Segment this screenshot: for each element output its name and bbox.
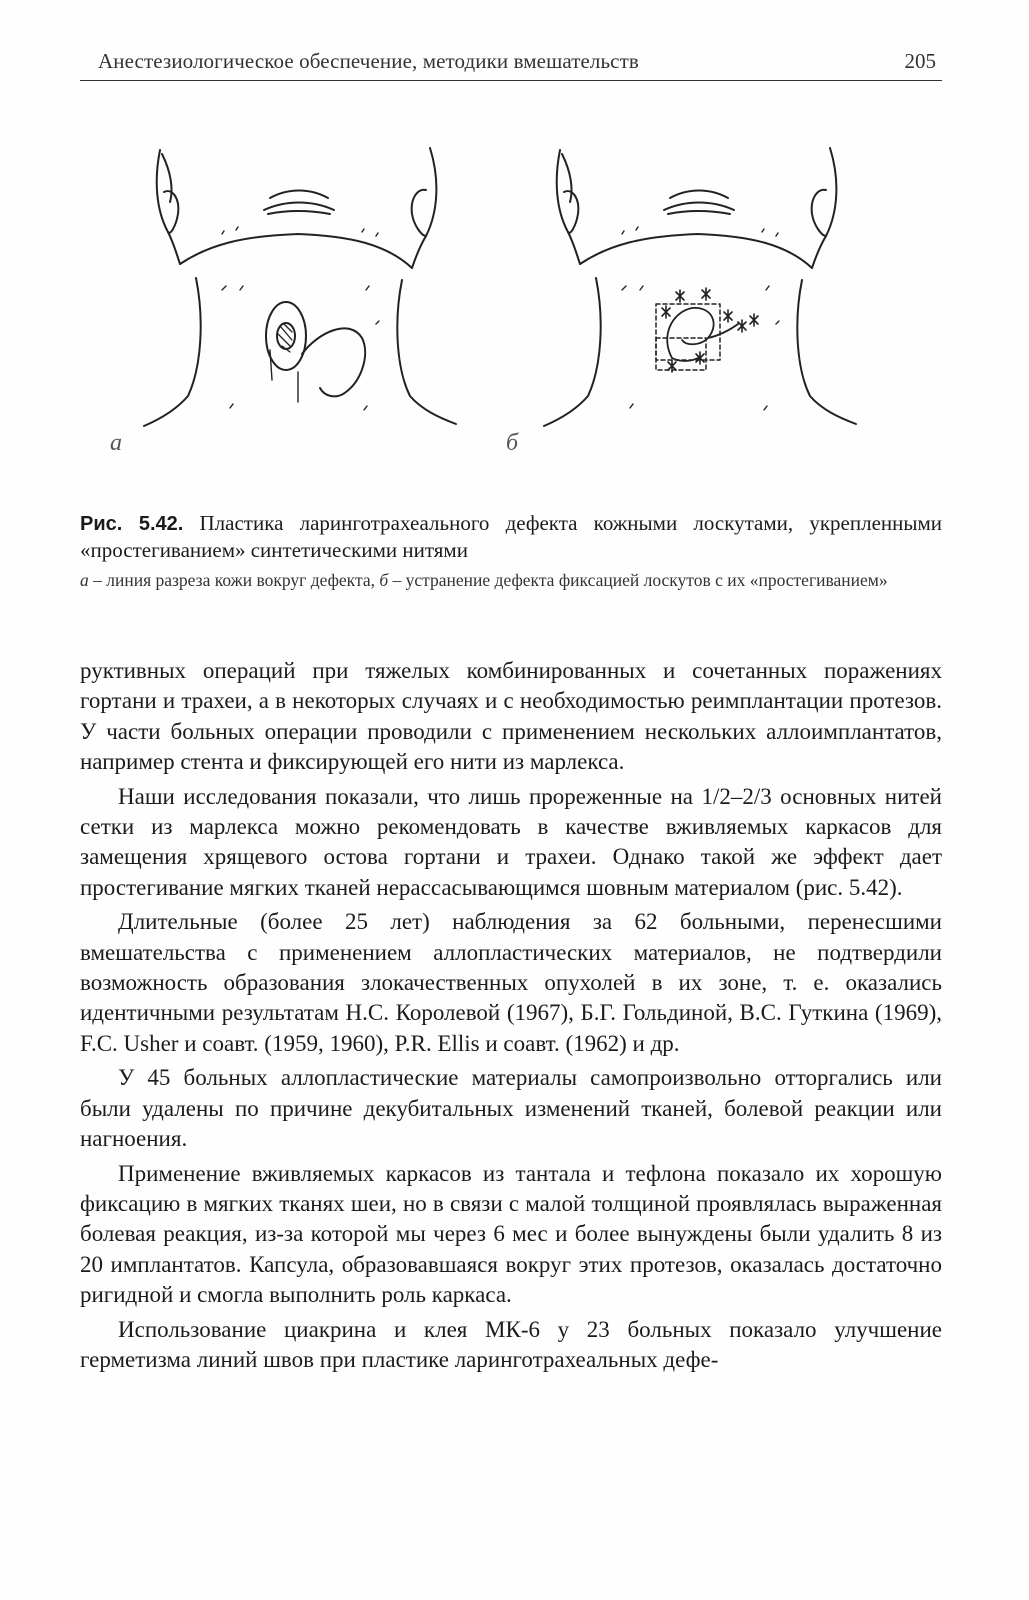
page-number: 205 <box>904 49 936 73</box>
running-header <box>80 46 942 81</box>
panel-label-a: а <box>110 430 122 456</box>
illustration-neck-quilting <box>540 140 860 440</box>
caption-title: Пластика ларинготрахеального дефекта кожными лоскутами, укрепленными «простегиванием» синтетическими нитями <box>80 511 943 562</box>
legend-a-text: – линия разреза кожи вокруг дефекта, <box>88 570 380 590</box>
paragraph: У 45 больных аллопластические материалы самопроизвольно отторгались или были удалены по причине декубитальных изменений тканей, болевой реакции или нагноения. <box>80 1065 942 1152</box>
body-text <box>80 656 942 1379</box>
paragraph: Длительные (более 25 лет) наблюдения за 62 больными, перенесшими вмешательства с применением аллопластических материалов, не подтвердили возможность образования злокачественных опухолей в их зоне, т. е. оказались идентичными результатам Н.С. Королевой (1967), Б.Г. Гольдиной, В.С. Гуткина (1969), F.C. Usher и соавт. (1959, 1960), P.R. Ellis и соавт. (1962) и др. <box>80 909 942 1056</box>
paragraph: руктивных операций при тяжелых комбинированных и сочетанных поражениях гортани и трахеи, а в некоторых случаях и с необходимостью реимплантации протезов. У части больных операции проводили с применением нескольких аллоимплантатов, например стента и фиксирующей его нити из марлекса. <box>80 658 942 775</box>
figure-number: Рис. 5.42. <box>80 513 184 535</box>
caption-title-block <box>80 510 942 563</box>
running-header-title: Анестезиологическое обеспечение, методики вмешательств <box>98 49 639 73</box>
caption-legend <box>80 569 942 591</box>
paragraph: Использование циакрина и клея МК-6 у 23 больных показало улучшение герметизма линий швов при пластике ларинготрахеальных дефе- <box>80 1316 942 1372</box>
figure-caption <box>80 510 942 591</box>
panel-label-b: б <box>506 430 519 456</box>
legend-b-text: – устранение дефекта фиксацией лоскутов с их «простегиванием» <box>388 570 888 590</box>
paragraph: Наши исследования показали, что лишь прореженные на 1/2–2/3 основных нитей сетки из марлекса можно рекомендовать в качестве вживляемых каркасов для замещения хрящевого остова гортани и трахеи. Однако такой же эффект дает простегивание мягких тканей нерассасывающимся шовным материалом (рис. 5.42). <box>80 783 942 900</box>
legend-a-letter: а <box>80 570 89 590</box>
paragraph: Применение вживляемых каркасов из тантала и тефлона показало их хорошую фиксацию в мягких тканях шеи, но в связи с малой толщиной проявлялась выраженная болевая реакция, из-за которой мы через 6 мес и более вынуждены были удалить 8 из 20 имплантатов. Капсула, образовавшаяся вокруг этих протезов, оказалась достаточно ригидной и смогла выполнить роль каркаса. <box>80 1160 942 1308</box>
legend-b-letter: б <box>379 570 389 590</box>
figure-5-42 <box>100 140 920 480</box>
illustration-neck-incision <box>140 140 460 440</box>
